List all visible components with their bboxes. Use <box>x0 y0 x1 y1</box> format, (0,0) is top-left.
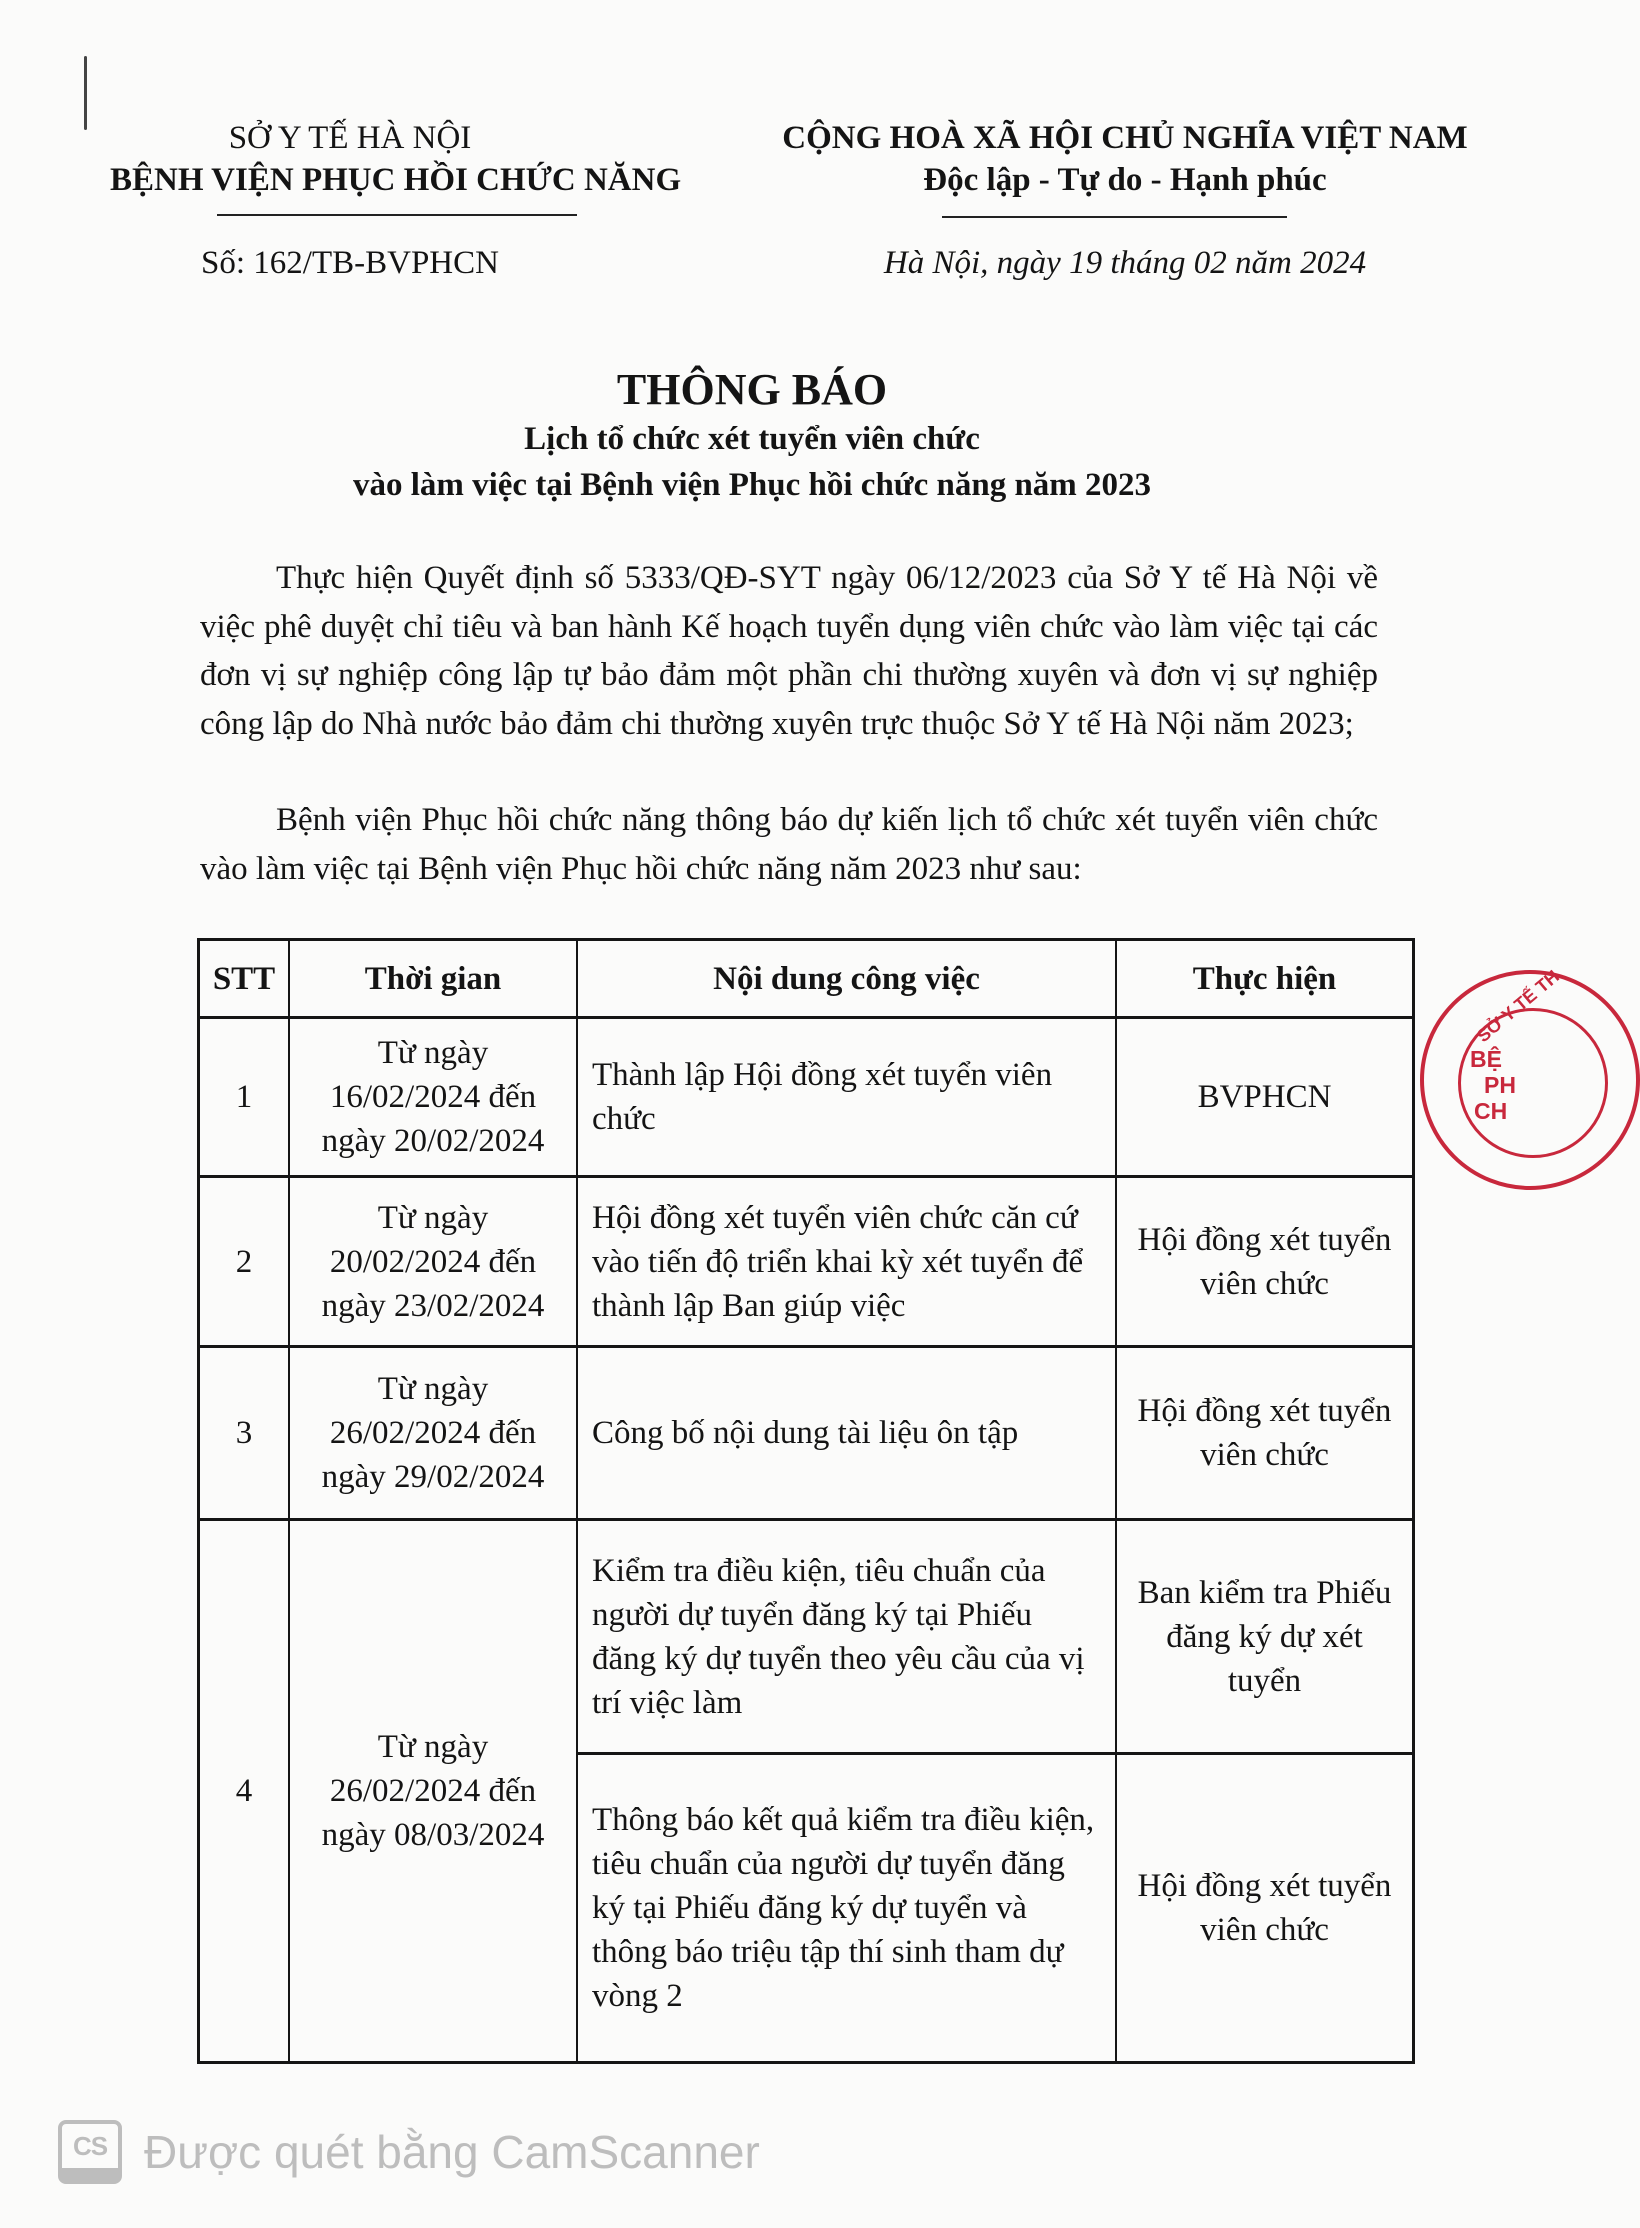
organization-name: BỆNH VIỆN PHỤC HỒI CHỨC NĂNG <box>110 162 682 198</box>
watermark-text: Được quét bằng CamScanner <box>144 2126 760 2178</box>
body-paragraph-1: Thực hiện Quyết định số 5333/QĐ-SYT ngày 06/12/2023 của Sở Y tế Hà Nội về việc phê duyệt chỉ tiêu và ban hành Kế hoạch tuyển dụng viên chức vào làm việc tại các đơn vị sự nghiệp công lập tự bảo đảm một phần chi thường xuyên và đơn vị sự nghiệp công lập do Nhà nước bảo đảm chi thường xuyên trực thuộc Sở Y tế Hà Nội năm 2023; <box>200 560 1378 742</box>
table-cell-executor: Hội đồng xét tuyển viên chức <box>1137 1868 1392 1948</box>
agency-name: SỞ Y TẾ HÀ NỘI <box>228 120 472 156</box>
document-subtitle-line-2: vào làm việc tại Bệnh viện Phục hồi chức năng năm 2023 <box>352 467 1152 503</box>
table-cell-content: Công bố nội dung tài liệu ôn tập <box>592 1415 1019 1451</box>
table-cell-content: Thành lập Hội đồng xét tuyển viên chức <box>592 1057 1053 1137</box>
table-cell-executor: Hội đồng xét tuyển viên chức <box>1137 1221 1392 1302</box>
table-cell-content: Kiểm tra điều kiện, tiêu chuẩn của người dự tuyển đăng ký tại Phiếu đăng ký dự tuyển theo yêu cầu của vị trí việc làm <box>592 1552 1085 1721</box>
document-subtitle-line-1: Lịch tổ chức xét tuyển viên chức <box>524 421 980 457</box>
motto-underline <box>942 216 1287 218</box>
seal-line: CH <box>1474 1098 1508 1124</box>
document-title: THÔNG BÁO <box>616 365 888 414</box>
document-number: Số: 162/TB-BVPHCN <box>201 245 499 281</box>
official-seal <box>1420 966 1640 1190</box>
table-header-executor: Thực hiện <box>1192 960 1337 997</box>
table-header-stt: STT <box>212 960 276 997</box>
camscanner-logo-icon <box>58 2120 122 2184</box>
table-cell-executor: BVPHCN <box>1197 1079 1332 1115</box>
table-cell-content: Hội đồng xét tuyển viên chức căn cứ vào tiến độ triển khai kỳ xét tuyển để thành lập Ban giúp việc <box>592 1199 1084 1324</box>
camscanner-watermark <box>58 2120 760 2184</box>
table-cell-executor: Hội đồng xét tuyển viên chức <box>1137 1393 1392 1473</box>
camscanner-logo-text: CS <box>72 2130 108 2161</box>
table-header-time: Thời gian <box>364 960 502 997</box>
seal-ring-text: SỞ Y TẾ TH <box>1473 966 1564 1047</box>
body-paragraph-2: Bệnh viện Phục hồi chức năng thông báo dự kiến lịch tổ chức xét tuyển viên chức vào làm việc tại Bệnh viện Phục hồi chức năng năm 2023 như sau: <box>200 802 1378 887</box>
table-header-content: Nội dung công việc <box>713 960 980 997</box>
nation-name: CỘNG HOÀ XÃ HỘI CHỦ NGHĨA VIỆT NAM <box>782 120 1468 156</box>
seal-center-text <box>1470 1046 1516 1124</box>
table-cell-stt: 2 <box>235 1243 253 1280</box>
seal-line: PH <box>1484 1072 1516 1098</box>
seal-line: BỆ <box>1470 1046 1502 1072</box>
camscanner-logo-bar <box>62 2168 118 2180</box>
table-cell-content: Thông báo kết quả kiểm tra điều kiện, tiêu chuẩn của người dự tuyển đăng ký tại Phiếu đăng ký dự tuyển và thông báo triệu tập thí sinh tham dự vòng 2 <box>592 1802 1095 2014</box>
table-cell-stt: 1 <box>235 1079 253 1115</box>
table-cell-stt: 4 <box>235 1773 253 1809</box>
agency-underline <box>217 214 577 216</box>
national-motto: Độc lập - Tự do - Hạnh phúc <box>923 162 1327 198</box>
margin-mark <box>84 56 87 130</box>
table-cell-stt: 3 <box>235 1415 253 1451</box>
table-cell-time: Từ ngày 16/02/2024 đến ngày 20/02/2024 <box>321 1035 545 1159</box>
table-cell-executor: Ban kiểm tra Phiếu đăng ký dự xét tuyển <box>1137 1574 1392 1699</box>
schedule-table <box>197 938 1415 2064</box>
table-cell-time: Từ ngày 20/02/2024 đến ngày 23/02/2024 <box>321 1199 545 1324</box>
table-cell-time: Từ ngày 26/02/2024 đến ngày 08/03/2024 <box>321 1729 545 1853</box>
table-column-divider <box>288 941 290 2061</box>
table-cell-time: Từ ngày 26/02/2024 đến ngày 29/02/2024 <box>321 1371 545 1495</box>
dateline: Hà Nội, ngày 19 tháng 02 năm 2024 <box>883 245 1367 281</box>
